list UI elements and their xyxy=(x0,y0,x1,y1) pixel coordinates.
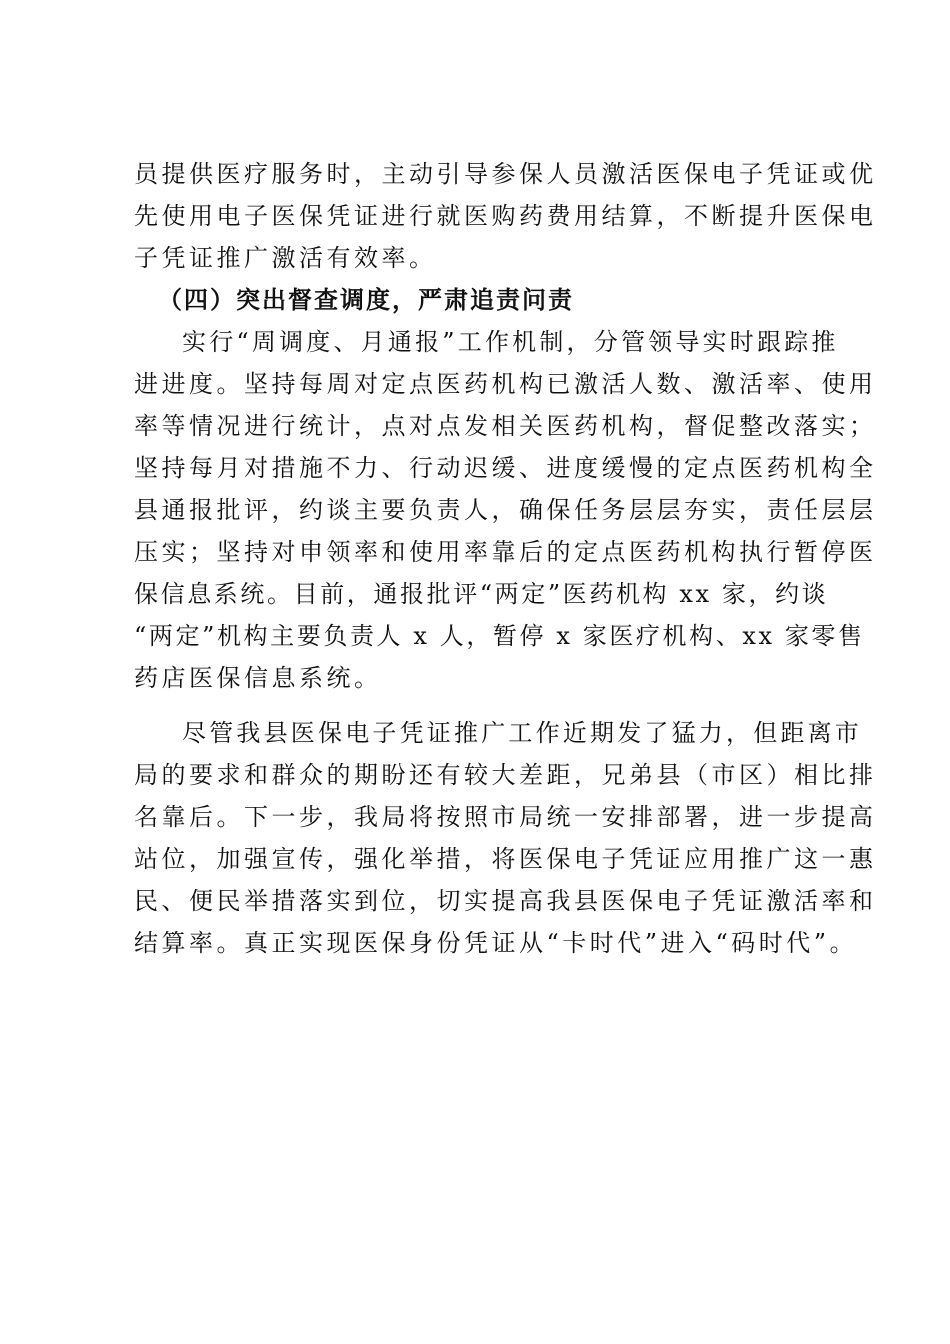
text-line: 员提供医疗服务时，主动引导参保人员激活医保电子凭证或优 xyxy=(134,160,877,188)
text-line: 进进度。坚持每周对定点医药机构已激活人数、激活率、使用 xyxy=(134,370,877,398)
text-line: 局的要求和群众的期盼还有较大差距，兄弟县（市区）相比排 xyxy=(134,761,877,789)
text-line: 站位，加强宣传，强化举措，将医保电子凭证应用推广这一惠 xyxy=(134,845,877,873)
text-line: 先使用电子医保凭证进行就医购药费用结算，不断提升医保电 xyxy=(134,202,877,230)
text-line: 保信息系统。目前，通报批评“两定”医药机构 xx 家，约谈 xyxy=(134,580,829,608)
text-line: 县通报批评，约谈主要负责人，确保任务层层夯实，责任层层 xyxy=(134,496,877,524)
paragraph-gap xyxy=(134,699,834,712)
text-line: 尽管我县医保电子凭证推广工作近期发了猛力，但距离市 xyxy=(182,719,862,747)
paragraph-next-steps xyxy=(134,712,877,964)
text-line: 结算率。真正实现医保身份凭证从“卡时代”进入“码时代”。 xyxy=(134,929,858,957)
text-line: 压实；坚持对申领率和使用率靠后的定点医药机构执行暂停医 xyxy=(134,538,877,566)
text-line: 坚持每月对措施不力、行动迟缓、进度缓慢的定点医药机构全 xyxy=(134,454,877,482)
text-line: 率等情况进行统计，点对点发相关医药机构，督促整改落实； xyxy=(134,412,877,440)
text-line: “两定”机构主要负责人 x 人，暂停 x 家医疗机构、xx 家零售 xyxy=(134,622,865,650)
text-line: 子凭证推广激活有效率。 xyxy=(134,244,437,272)
text-line: 实行“周调度、月通报”工作机制，分管领导实时跟踪推 xyxy=(182,328,839,356)
paragraph-supervision xyxy=(134,321,877,699)
text-line: 药店医保信息系统。 xyxy=(134,664,382,692)
text-line: 民、便民举措落实到位，切实提高我县医保电子凭证激活率和 xyxy=(134,887,877,915)
section-heading: （四）突出督查调度，严肃追责问责 xyxy=(158,285,574,314)
text-line: 名靠后。下一步，我局将按照市局统一安排部署，进一步提高 xyxy=(134,803,877,831)
document-body xyxy=(134,153,877,964)
paragraph-continuation xyxy=(134,153,877,279)
